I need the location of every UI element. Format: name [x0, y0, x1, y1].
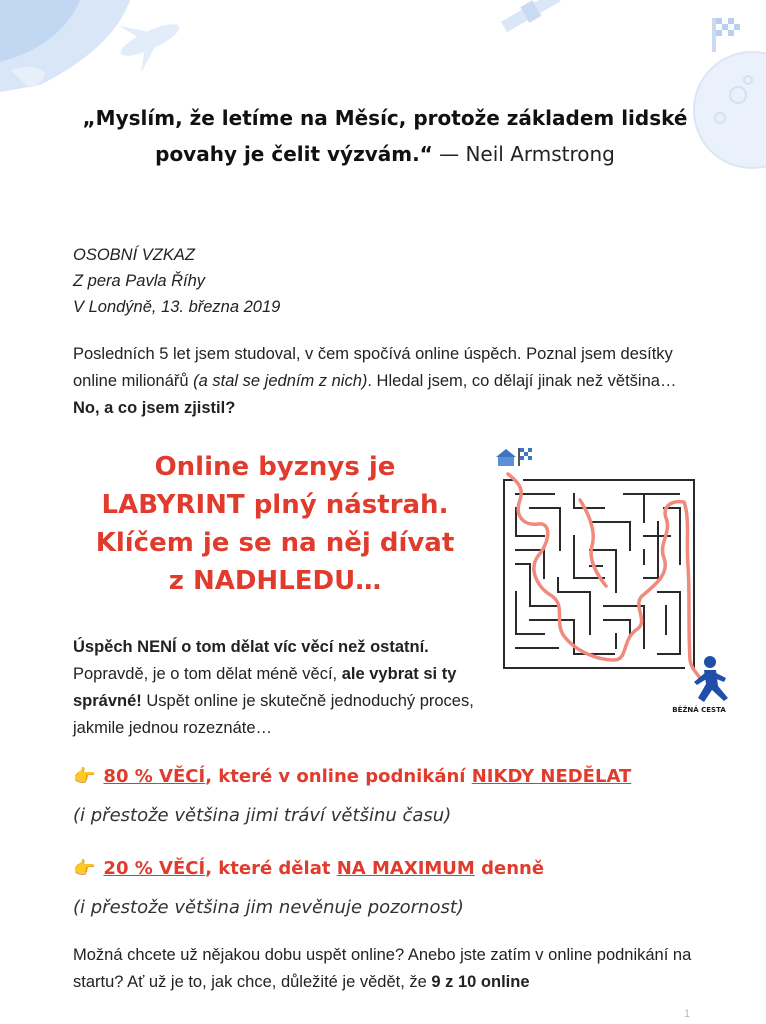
quote-block	[60, 100, 710, 172]
intro-italic: (a stal se jedním z nich)	[193, 372, 368, 390]
bullet1-part1: 80 % VĚCÍ	[103, 766, 206, 787]
page-number: 1	[684, 1008, 691, 1020]
intro-text-2: . Hledal jsem, co dělají jinak než většina…	[367, 372, 677, 390]
quote-author: — Neil Armstrong	[439, 142, 615, 166]
bullet1-part2: , které v online podnikání	[205, 766, 472, 787]
personal-message-header	[73, 242, 280, 320]
pointing-hand-icon: 👉	[73, 858, 96, 879]
bullet2-part1: 20 % VĚCÍ	[103, 858, 206, 879]
pointing-hand-icon: 👉	[73, 766, 96, 787]
earth-decoration-icon	[0, 0, 210, 95]
maze-illustration	[494, 446, 746, 716]
personal-title: OSOBNÍ VZKAZ	[73, 246, 195, 264]
success-text-1: Popravdě, je o tom dělat méně věcí,	[73, 665, 342, 683]
bullet-20-percent	[73, 858, 544, 879]
headline-line-4: z NADHLEDU…	[168, 566, 382, 596]
intro-text-1: Posledních 5 let jsem studoval, v čem spočívá online úspěch. Poznal jsem desítky online milionářů	[73, 345, 673, 390]
bullet2-subtitle: (i přestože většina jim nevěnuje pozornost)	[73, 897, 464, 918]
success-paragraph	[73, 634, 493, 742]
closing-text: Možná chcete už nějakou dobu uspět online? Anebo jste zatím v online podnikání na startu? Ať už je to, jak chce, důležité je vědět, že	[73, 946, 692, 991]
headline-line-2: LABYRINT plný nástrah.	[101, 490, 449, 520]
headline-line-3: Klíčem je se na něj dívat	[95, 528, 455, 558]
bullet2-part2: , které dělat	[205, 858, 337, 879]
success-text-2: Uspět online je skutečně jednoduchý proces, jakmile jednou rozeznáte…	[73, 692, 474, 737]
personal-date: V Londýně, 13. března 2019	[73, 298, 281, 316]
closing-paragraph	[73, 942, 693, 996]
success-bold-2: ale vybrat si ty správné!	[73, 665, 457, 710]
home-icon	[496, 449, 516, 466]
headline-line-1: Online byznys je	[154, 452, 396, 482]
success-bold-1: Úspěch NENÍ o tom dělat víc věcí než ostatní.	[73, 638, 429, 656]
personal-author: Z pera Pavla Říhy	[73, 272, 206, 290]
bullet1-part3: NIKDY NEDĚLAT	[471, 766, 632, 787]
bullet2-part4: denně	[474, 858, 545, 879]
maze-label: BĚŽNÁ CESTA	[672, 706, 726, 714]
intro-paragraph	[73, 341, 693, 422]
bullet-80-percent	[73, 766, 631, 787]
bullet2-part3: NA MAXIMUM	[336, 858, 475, 879]
quote-text: „Myslím, že letíme na Měsíc, protože základem lidské povahy je čelit výzvám.“	[82, 106, 688, 166]
bullet1-subtitle: (i přestože většina jimi tráví většinu času)	[73, 805, 452, 826]
flag-icon	[518, 448, 532, 466]
closing-bold: 9 z 10 online	[431, 973, 530, 991]
headline	[60, 448, 490, 600]
intro-bold: No, a co jsem zjistil?	[73, 399, 236, 417]
runner-icon	[694, 656, 728, 702]
